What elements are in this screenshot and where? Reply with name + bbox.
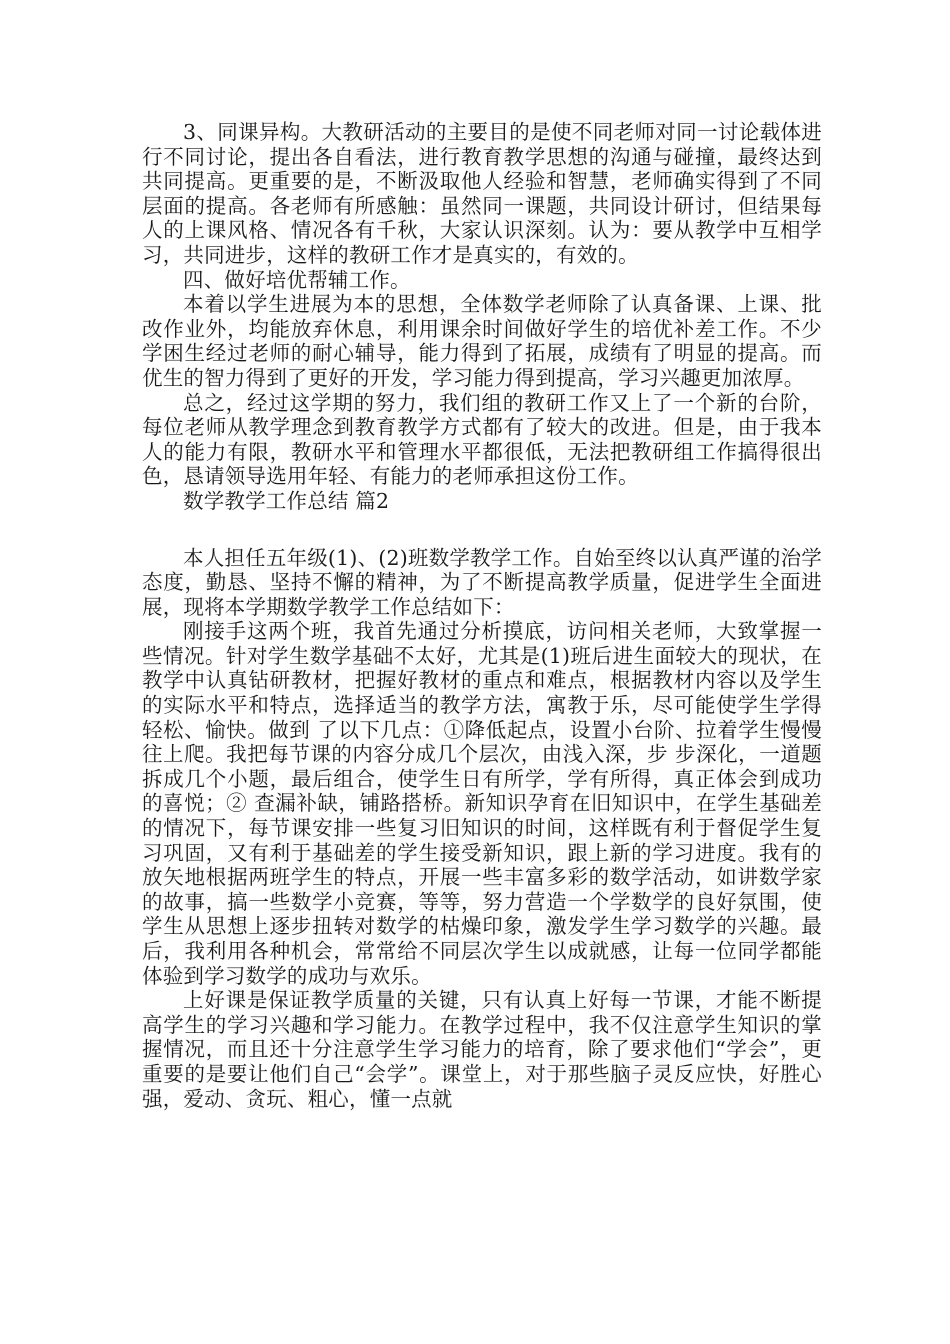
paragraph-peer-lesson: 3、同课异构。大教研活动的主要目的是使不同老师对同一讨论载体进行不同讨论，提出各自看法，进行教育教学思想的沟通与碰撞，最终达到共同提高。更重要的是，不断汲取他人经验和智慧，老师确实得到了不同层面的提高。各老师有所感触：虽然同一课题，共同设计研讨，但结果每人的上课风格、情况各有千秋，大家认识深刻。认为：要从教学中互相学习，共同进步，这样的教研工作才是真实的，有效的。	[142, 120, 822, 267]
section-spacer	[142, 514, 822, 546]
paragraph-class-situation: 刚接手这两个班，我首先通过分析摸底，访问相关老师，大致掌握一些情况。针对学生数学基础不太好，尤其是(1)班后进生面较大的现状，在教学中认真钻研教材，把握好教材的重点和难点，根据教材内容以及学生的实际水平和特点，选择适当的教学方法，寓教于乐，尽可能使学生学得轻松、愉快。做到 了以下几点：①降低起点，设置小台阶、拉着学生慢慢往上爬。我把每节课的内容分成几个层次，由浅入深，步 步深化，一道题拆成几个小题，最后组合，使学生日有所学，学有所得，真正体会到成功的喜悦；② 查漏补缺，铺路搭桥。新知识孕育在旧知识中，在学生基础差的情况下，每节课安排一些复习旧知识的时间，这样既有利于督促学生复习巩固，又有利于基础差的学生接受新知识，跟上新的学习进度。我有的放矢地根据两班学生的特点，开展一些丰富多彩的数学活动，如讲数学家的故事，搞一些数学小竞赛，等等，努力营造一个学数学的良好氛围，使学生从思想上逐步扭转对数学的枯燥印象，激发学生学习数学的兴趣。最后，我利用各种机会，常常给不同层次学生以成就感，让每一位同学都能体验到学习数学的成功与欢乐。	[142, 619, 822, 988]
paragraph-intro: 本人担任五年级(1)、(2)班数学教学工作。自始至终以认真严谨的治学态度，勤恳、坚持不懈的精神，为了不断提高教学质量，促进学生全面进展，现将本学期数学教学工作总结如下：	[142, 545, 822, 619]
paragraph-good-lessons: 上好课是保证教学质量的关键，只有认真上好每一节课，才能不断提高学生的学习兴趣和学习能力。在教学过程中，我不仅注意学生知识的掌握情况，而且还十分注意学生学习能力的培育，除了要求他们“学会”，更重要的是要让他们自己“会学”。课堂上，对于那些脑子灵反应快，好胜心强，爱动、贪玩、粗心，懂一点就	[142, 988, 822, 1111]
paragraph-conclusion: 总之，经过这学期的努力，我们组的教研工作又上了一个新的台阶，每位老师从教学理念到教育教学方式都有了较大的改进。但是，由于我本人的能力有限，教研水平和管理水平都很低，无法把教研组工作搞得很出色，恳请领导选用年轻、有能力的老师承担这份工作。	[142, 390, 822, 489]
section-heading-tutoring: 四、做好培优帮辅工作。	[183, 267, 411, 292]
paragraph-tutoring: 本着以学生进展为本的思想，全体数学老师除了认真备课、上课、批改作业外，均能放弃休息，利用课余时间做好学生的培优补差工作。不少学困生经过老师的耐心辅导，能力得到了拓展，成绩有了明显的提高。而优生的智力得到了更好的开发，学习能力得到提高，学习兴趣更加浓厚。	[142, 292, 822, 390]
document-page	[142, 120, 822, 1111]
section-title: 数学教学工作总结 篇2	[183, 488, 390, 513]
